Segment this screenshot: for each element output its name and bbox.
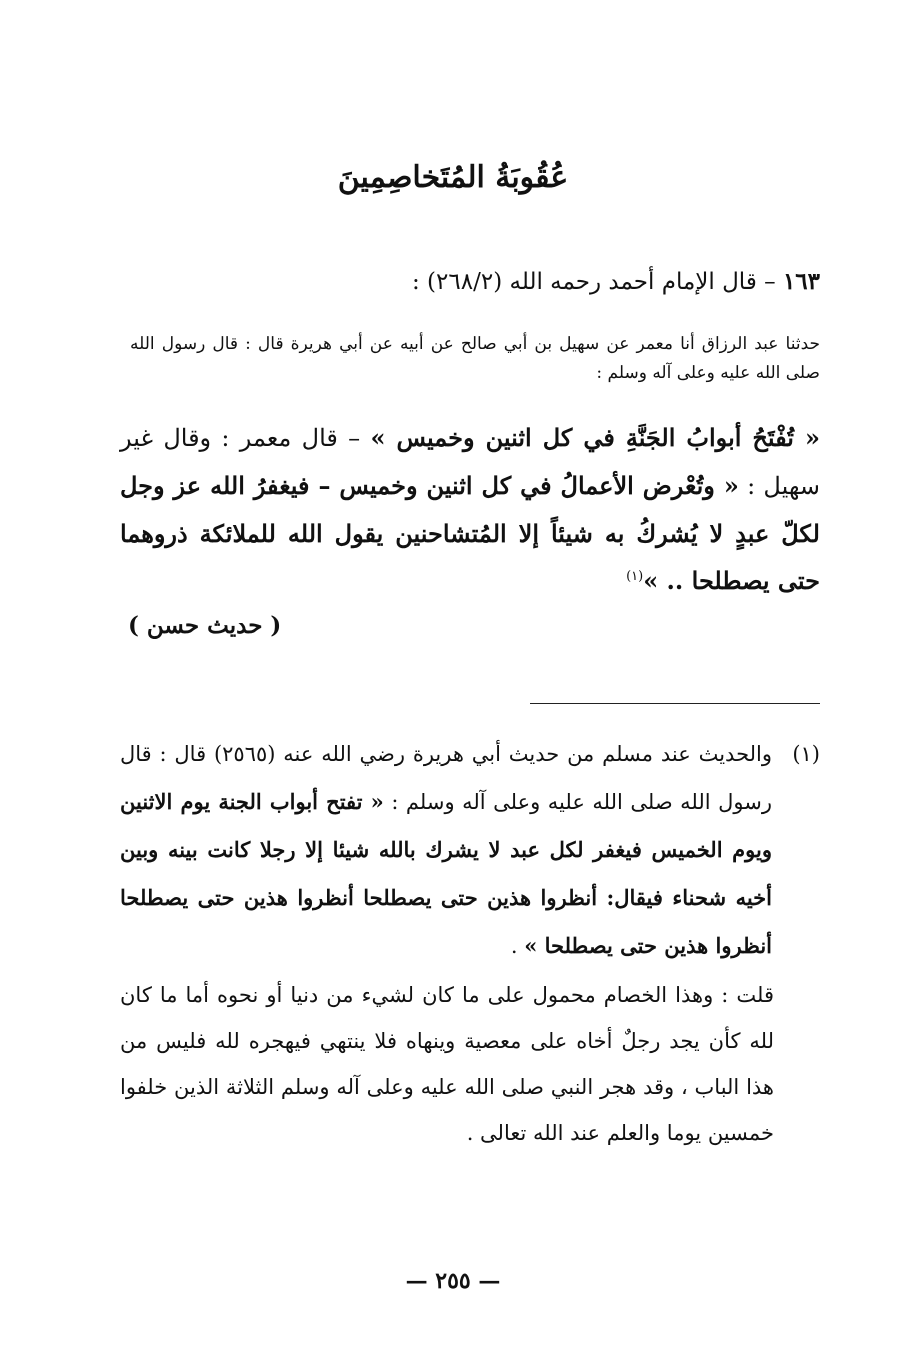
hadith-heading-text: قال الإمام أحمد رحمه الله (٢٦٨/٢) :: [412, 269, 757, 295]
matn-narrator-note: – قال معمر : وقال غير سهيل :: [120, 424, 820, 500]
hadith-heading: [120, 268, 820, 295]
footnote-marker: (١): [792, 742, 820, 766]
page-number: — ٢٥٥ —: [405, 1268, 501, 1294]
chapter-title: عُقُوبَةُ المُتَخاصِمِينَ: [337, 160, 569, 195]
footnote-intro: والحديث عند مسلم من حديث أبي هريرة رضي الله عنه (٢٥٦٥) قال : قال رسول الله صلى الله عليه وعلى آله وسلم :: [120, 742, 772, 814]
footnote-end: .: [510, 934, 525, 958]
author-note: قلت : وهذا الخصام محمول على ما كان لشيء من دنيا أو نحوه أما ما كان لله كأن يجد رجلٌ أخاه على معصية وينهاه فلا ينتهي فيهجره لله فليس من هذا الباب ، وقد هجر النبي صلى الله عليه وعلى آله وسلم الثلاثة الذين خلفوا خمسين يوما والعلم عند الله تعالى .: [120, 983, 774, 1145]
hadith-dash: –: [756, 269, 783, 295]
hadith-grade: ( حديث حسن ): [128, 612, 282, 639]
matn-part-two: « وتُعْرض الأعمالُ في كل اثنين وخميس – فيغفرُ الله عز وجل لكلّ عبدٍ لا يُشركُ به شيئاً إلا المُتشاحنين يقول الله للملائكة ذروهما حتى يصطلحا .. »: [120, 471, 820, 595]
hadith-number: ١٦٣: [782, 268, 820, 295]
footnote-reference[interactable]: (١): [626, 569, 644, 584]
hadith-isnad: حدثنا عبد الرزاق أنا معمر عن سهيل بن أبي صالح عن أبيه عن أبي هريرة قال : قال رسول الله صلى الله عليه وعلى آله وسلم :: [130, 334, 820, 383]
matn-part-one: « تُفْتَحُ أبوابُ الجَنَّةِ في كل اثنين وخميس »: [370, 423, 821, 452]
footnote-body: [120, 730, 772, 970]
footnote-divider: [530, 703, 820, 704]
hadith-matn: [120, 414, 820, 604]
footnote-quote: « تفتح أبواب الجنة يوم الاثنين ويوم الخميس فيغفر لكل عبد لا يشرك بالله شيئا إلا رجلا كانت بينه وبين أخيه شحناء فيقال: أنظروا هذين حتى يصطلحا أنظروا هذين حتى يصطلحا أنظروا هذين حتى يصطلحا »: [120, 789, 772, 958]
footnote: [120, 730, 820, 970]
